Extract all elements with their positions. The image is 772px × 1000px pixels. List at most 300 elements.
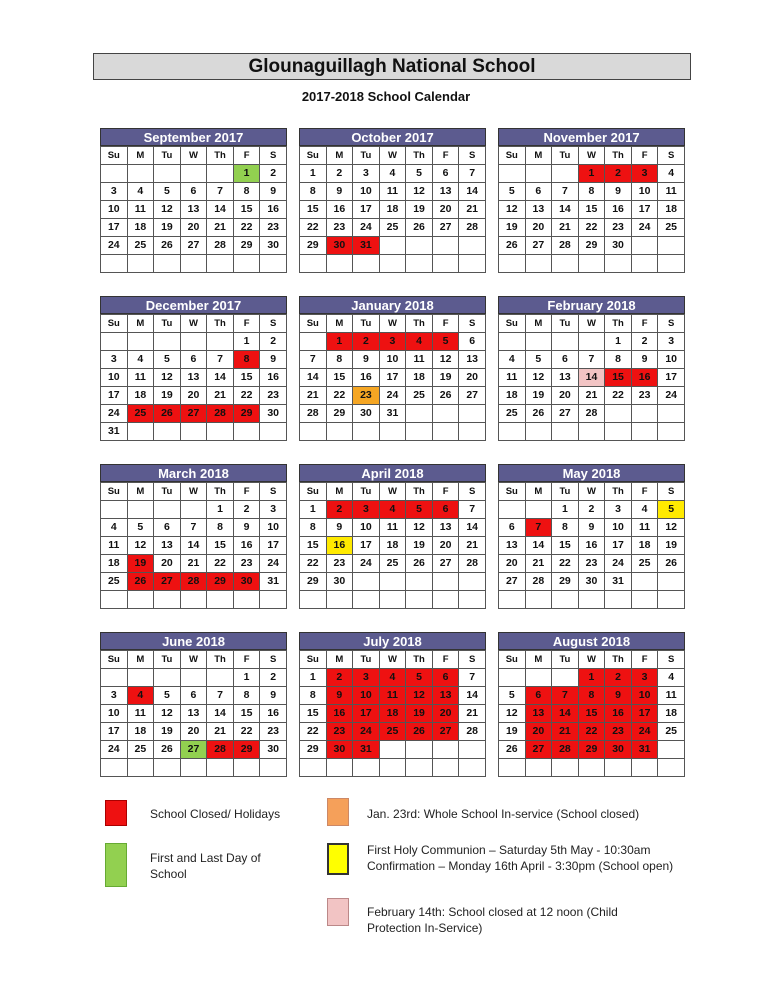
day-cell: 20 [154, 555, 181, 573]
day-cell [233, 255, 260, 273]
weekday-header: W [578, 483, 605, 501]
month-calendar [299, 464, 486, 609]
day-cell: 28 [552, 237, 579, 255]
day-cell: 30 [326, 573, 353, 591]
day-cell: 28 [459, 219, 486, 237]
day-cell [658, 405, 685, 423]
day-cell: 24 [631, 219, 658, 237]
day-cell [658, 423, 685, 441]
weekday-header: Tu [154, 315, 181, 333]
day-cell: 12 [525, 369, 552, 387]
weekday-header: Su [101, 147, 128, 165]
day-cell: 12 [154, 201, 181, 219]
day-cell: 12 [406, 183, 433, 201]
day-cell: 17 [353, 537, 380, 555]
day-cell: 17 [379, 369, 406, 387]
weekday-header: F [631, 147, 658, 165]
day-cell: 8 [605, 351, 632, 369]
day-cell: 1 [300, 669, 327, 687]
day-cell: 9 [260, 183, 287, 201]
day-cell: 15 [233, 705, 260, 723]
day-cell: 30 [605, 237, 632, 255]
day-cell: 30 [605, 741, 632, 759]
day-cell: 5 [432, 333, 459, 351]
day-cell: 3 [605, 501, 632, 519]
day-cell: 16 [260, 369, 287, 387]
day-cell: 6 [552, 351, 579, 369]
day-cell [631, 405, 658, 423]
day-cell [127, 333, 154, 351]
weekday-header: Su [499, 651, 526, 669]
day-cell: 15 [605, 369, 632, 387]
day-cell: 23 [233, 555, 260, 573]
day-cell [499, 333, 526, 351]
day-cell [499, 165, 526, 183]
day-cell: 30 [260, 405, 287, 423]
day-cell [353, 255, 380, 273]
day-cell [459, 423, 486, 441]
day-cell [300, 255, 327, 273]
weekday-header: S [459, 147, 486, 165]
day-cell: 22 [578, 723, 605, 741]
day-cell [379, 759, 406, 777]
day-cell: 26 [658, 555, 685, 573]
day-cell: 16 [605, 705, 632, 723]
day-cell: 19 [154, 387, 181, 405]
day-cell: 15 [326, 369, 353, 387]
day-cell: 24 [605, 555, 632, 573]
day-cell: 17 [605, 537, 632, 555]
day-cell [499, 759, 526, 777]
legend-feb14-label: February 14th: School closed at 12 noon (Child Protection In-Service) [367, 905, 618, 935]
day-cell [631, 255, 658, 273]
day-cell [499, 591, 526, 609]
day-cell: 9 [605, 183, 632, 201]
month-title: June 2018 [100, 632, 287, 650]
day-cell: 22 [300, 219, 327, 237]
day-cell [101, 591, 128, 609]
legend-first-last-label: First and Last Day of School [150, 851, 261, 881]
weekday-header: F [233, 483, 260, 501]
day-cell [499, 669, 526, 687]
day-cell: 24 [101, 237, 128, 255]
day-cell: 14 [552, 705, 579, 723]
day-cell: 2 [260, 333, 287, 351]
day-cell: 17 [353, 705, 380, 723]
day-cell: 8 [233, 687, 260, 705]
day-cell: 9 [260, 687, 287, 705]
weekday-header: S [658, 651, 685, 669]
day-cell: 1 [578, 669, 605, 687]
day-cell: 13 [154, 537, 181, 555]
day-cell: 28 [525, 573, 552, 591]
day-cell [154, 165, 181, 183]
day-cell [154, 501, 181, 519]
weekday-header: M [326, 483, 353, 501]
day-cell: 12 [406, 687, 433, 705]
day-cell [154, 255, 181, 273]
day-cell: 28 [459, 555, 486, 573]
day-cell [233, 759, 260, 777]
day-cell: 22 [552, 555, 579, 573]
day-cell: 14 [207, 705, 234, 723]
month-title: March 2018 [100, 464, 287, 482]
day-cell: 8 [578, 687, 605, 705]
day-cell: 14 [459, 687, 486, 705]
day-cell [379, 255, 406, 273]
day-cell [605, 423, 632, 441]
day-cell: 8 [578, 183, 605, 201]
day-cell [552, 255, 579, 273]
day-cell: 29 [233, 741, 260, 759]
day-cell: 8 [552, 519, 579, 537]
day-cell: 26 [406, 723, 433, 741]
day-cell: 24 [353, 723, 380, 741]
day-cell: 25 [127, 405, 154, 423]
day-cell: 3 [353, 501, 380, 519]
day-cell [459, 255, 486, 273]
day-cell: 21 [300, 387, 327, 405]
day-cell: 25 [379, 219, 406, 237]
day-cell: 26 [154, 237, 181, 255]
day-cell: 12 [499, 201, 526, 219]
weekday-header: F [432, 651, 459, 669]
weekday-header: Th [605, 147, 632, 165]
day-cell: 5 [406, 501, 433, 519]
day-cell [353, 591, 380, 609]
day-cell: 12 [658, 519, 685, 537]
day-cell: 31 [605, 573, 632, 591]
day-cell [353, 423, 380, 441]
day-cell [459, 573, 486, 591]
day-cell: 7 [552, 687, 579, 705]
day-cell: 12 [154, 369, 181, 387]
day-cell [101, 255, 128, 273]
day-cell: 15 [300, 201, 327, 219]
day-cell: 23 [605, 219, 632, 237]
day-cell: 31 [101, 423, 128, 441]
weekday-header: Su [499, 483, 526, 501]
day-cell [300, 759, 327, 777]
weekday-header: Tu [552, 315, 579, 333]
day-cell: 10 [379, 351, 406, 369]
legend-closed-label: School Closed/ Holidays [150, 807, 281, 821]
day-cell: 10 [353, 183, 380, 201]
month-calendar [100, 296, 287, 441]
day-cell [499, 255, 526, 273]
day-cell: 6 [525, 183, 552, 201]
day-cell: 22 [233, 723, 260, 741]
day-cell: 20 [552, 387, 579, 405]
day-cell: 1 [326, 333, 353, 351]
day-cell [525, 759, 552, 777]
day-cell [101, 759, 128, 777]
day-cell: 21 [207, 387, 234, 405]
weekday-header: S [260, 651, 287, 669]
month-title: September 2017 [100, 128, 287, 146]
day-cell [406, 237, 433, 255]
day-cell: 5 [525, 351, 552, 369]
weekday-header: S [459, 651, 486, 669]
day-cell: 20 [432, 201, 459, 219]
day-cell: 27 [525, 741, 552, 759]
day-cell: 14 [552, 201, 579, 219]
weekday-header: Th [406, 483, 433, 501]
day-cell: 10 [631, 183, 658, 201]
day-cell: 6 [180, 183, 207, 201]
day-cell: 19 [154, 723, 181, 741]
day-cell: 4 [127, 183, 154, 201]
day-cell [154, 669, 181, 687]
day-cell [459, 405, 486, 423]
day-cell: 26 [127, 573, 154, 591]
weekday-header: W [180, 483, 207, 501]
day-cell [552, 591, 579, 609]
day-cell: 24 [353, 219, 380, 237]
day-cell: 26 [406, 219, 433, 237]
day-cell [127, 423, 154, 441]
weekday-header: Tu [154, 147, 181, 165]
day-cell: 23 [326, 723, 353, 741]
day-cell [326, 759, 353, 777]
day-cell: 10 [101, 369, 128, 387]
day-cell: 11 [127, 201, 154, 219]
weekday-header: W [379, 315, 406, 333]
day-cell [578, 333, 605, 351]
day-cell: 2 [605, 669, 632, 687]
day-cell [552, 669, 579, 687]
day-cell: 9 [326, 183, 353, 201]
day-cell: 19 [406, 537, 433, 555]
day-cell: 12 [432, 351, 459, 369]
month-calendar [498, 632, 685, 777]
day-cell [101, 501, 128, 519]
day-cell: 3 [260, 501, 287, 519]
day-cell [499, 501, 526, 519]
day-cell [180, 423, 207, 441]
weekday-header: W [578, 651, 605, 669]
weekday-header: Tu [154, 651, 181, 669]
day-cell: 24 [379, 387, 406, 405]
weekday-header: M [127, 315, 154, 333]
weekday-header: Tu [353, 147, 380, 165]
day-cell [326, 423, 353, 441]
day-cell [406, 405, 433, 423]
day-cell [432, 255, 459, 273]
day-cell [552, 333, 579, 351]
weekday-header: S [260, 315, 287, 333]
day-cell [552, 165, 579, 183]
day-cell: 21 [525, 555, 552, 573]
day-cell: 9 [233, 519, 260, 537]
day-cell: 21 [552, 723, 579, 741]
month-calendar [100, 128, 287, 273]
day-cell: 28 [300, 405, 327, 423]
weekday-header: M [326, 651, 353, 669]
day-cell: 7 [180, 519, 207, 537]
day-cell [406, 255, 433, 273]
day-cell: 20 [499, 555, 526, 573]
day-cell: 13 [552, 369, 579, 387]
day-cell: 4 [406, 333, 433, 351]
day-cell: 2 [260, 669, 287, 687]
day-cell: 31 [353, 741, 380, 759]
day-cell: 11 [127, 705, 154, 723]
day-cell: 3 [631, 669, 658, 687]
day-cell: 11 [658, 183, 685, 201]
day-cell: 8 [233, 183, 260, 201]
day-cell [180, 591, 207, 609]
day-cell: 11 [379, 519, 406, 537]
day-cell [353, 759, 380, 777]
day-cell: 18 [127, 219, 154, 237]
day-cell: 7 [525, 519, 552, 537]
day-cell: 14 [459, 183, 486, 201]
day-cell: 15 [233, 369, 260, 387]
day-cell [379, 741, 406, 759]
weekday-header: S [260, 483, 287, 501]
day-cell: 11 [658, 687, 685, 705]
weekday-header: W [180, 651, 207, 669]
day-cell: 11 [101, 537, 128, 555]
day-cell: 16 [578, 537, 605, 555]
day-cell: 16 [353, 369, 380, 387]
day-cell: 14 [207, 369, 234, 387]
day-cell: 22 [578, 219, 605, 237]
day-cell: 19 [432, 369, 459, 387]
day-cell: 15 [578, 201, 605, 219]
day-cell: 2 [578, 501, 605, 519]
weekday-header: W [379, 651, 406, 669]
day-cell [578, 423, 605, 441]
day-cell: 17 [658, 369, 685, 387]
day-cell [605, 591, 632, 609]
day-cell: 13 [525, 201, 552, 219]
day-cell: 10 [605, 519, 632, 537]
day-cell: 4 [658, 165, 685, 183]
day-cell: 2 [326, 165, 353, 183]
month-title: January 2018 [299, 296, 486, 314]
day-cell: 5 [127, 519, 154, 537]
weekday-header: F [432, 483, 459, 501]
day-cell: 22 [300, 723, 327, 741]
day-cell [326, 255, 353, 273]
day-cell [578, 591, 605, 609]
day-cell [406, 741, 433, 759]
day-cell: 6 [180, 351, 207, 369]
day-cell: 4 [631, 501, 658, 519]
day-cell: 30 [260, 237, 287, 255]
day-cell: 6 [525, 687, 552, 705]
day-cell [127, 255, 154, 273]
day-cell [154, 333, 181, 351]
day-cell [525, 591, 552, 609]
day-cell: 16 [260, 201, 287, 219]
day-cell: 27 [432, 219, 459, 237]
day-cell [525, 255, 552, 273]
day-cell: 14 [300, 369, 327, 387]
day-cell [379, 591, 406, 609]
day-cell: 19 [525, 387, 552, 405]
day-cell: 28 [207, 237, 234, 255]
month-title: April 2018 [299, 464, 486, 482]
weekday-header: W [180, 147, 207, 165]
day-cell [631, 759, 658, 777]
day-cell: 1 [233, 669, 260, 687]
day-cell: 29 [326, 405, 353, 423]
weekday-header: M [127, 651, 154, 669]
day-cell: 13 [180, 369, 207, 387]
day-cell: 23 [326, 555, 353, 573]
day-cell: 7 [578, 351, 605, 369]
day-cell [432, 237, 459, 255]
day-cell: 31 [631, 741, 658, 759]
day-cell: 28 [180, 573, 207, 591]
day-cell: 13 [499, 537, 526, 555]
day-cell: 25 [631, 555, 658, 573]
day-cell [605, 405, 632, 423]
day-cell: 30 [353, 405, 380, 423]
day-cell: 8 [326, 351, 353, 369]
day-cell: 3 [353, 165, 380, 183]
day-cell: 18 [658, 201, 685, 219]
calendar-subtitle: 2017-2018 School Calendar [301, 89, 471, 104]
day-cell: 27 [180, 741, 207, 759]
day-cell: 26 [499, 741, 526, 759]
legend-inservice-label: Jan. 23rd: Whole School In-service (School closed) [367, 807, 640, 821]
day-cell: 5 [499, 183, 526, 201]
month-title: November 2017 [498, 128, 685, 146]
month-title: February 2018 [498, 296, 685, 314]
weekday-header: Tu [353, 651, 380, 669]
day-cell: 4 [379, 669, 406, 687]
day-cell: 23 [260, 387, 287, 405]
weekday-header: M [127, 147, 154, 165]
day-cell: 17 [260, 537, 287, 555]
day-cell: 12 [499, 705, 526, 723]
day-cell [432, 405, 459, 423]
day-cell: 14 [207, 201, 234, 219]
day-cell: 30 [233, 573, 260, 591]
day-cell: 22 [605, 387, 632, 405]
day-cell: 3 [631, 165, 658, 183]
weekday-header: F [233, 147, 260, 165]
day-cell: 23 [631, 387, 658, 405]
month-calendar [100, 632, 287, 777]
day-cell: 6 [432, 165, 459, 183]
day-cell: 17 [101, 723, 128, 741]
day-cell: 23 [260, 219, 287, 237]
day-cell [605, 759, 632, 777]
day-cell: 3 [379, 333, 406, 351]
day-cell: 29 [233, 405, 260, 423]
day-cell: 15 [233, 201, 260, 219]
day-cell [658, 591, 685, 609]
day-cell [525, 423, 552, 441]
day-cell: 7 [207, 351, 234, 369]
day-cell [300, 333, 327, 351]
day-cell: 31 [379, 405, 406, 423]
day-cell: 21 [552, 219, 579, 237]
day-cell [432, 573, 459, 591]
weekday-header: F [233, 651, 260, 669]
day-cell [260, 759, 287, 777]
day-cell: 1 [233, 333, 260, 351]
weekday-header: F [432, 147, 459, 165]
day-cell: 24 [101, 741, 128, 759]
weekday-header: Tu [353, 315, 380, 333]
day-cell: 20 [432, 705, 459, 723]
